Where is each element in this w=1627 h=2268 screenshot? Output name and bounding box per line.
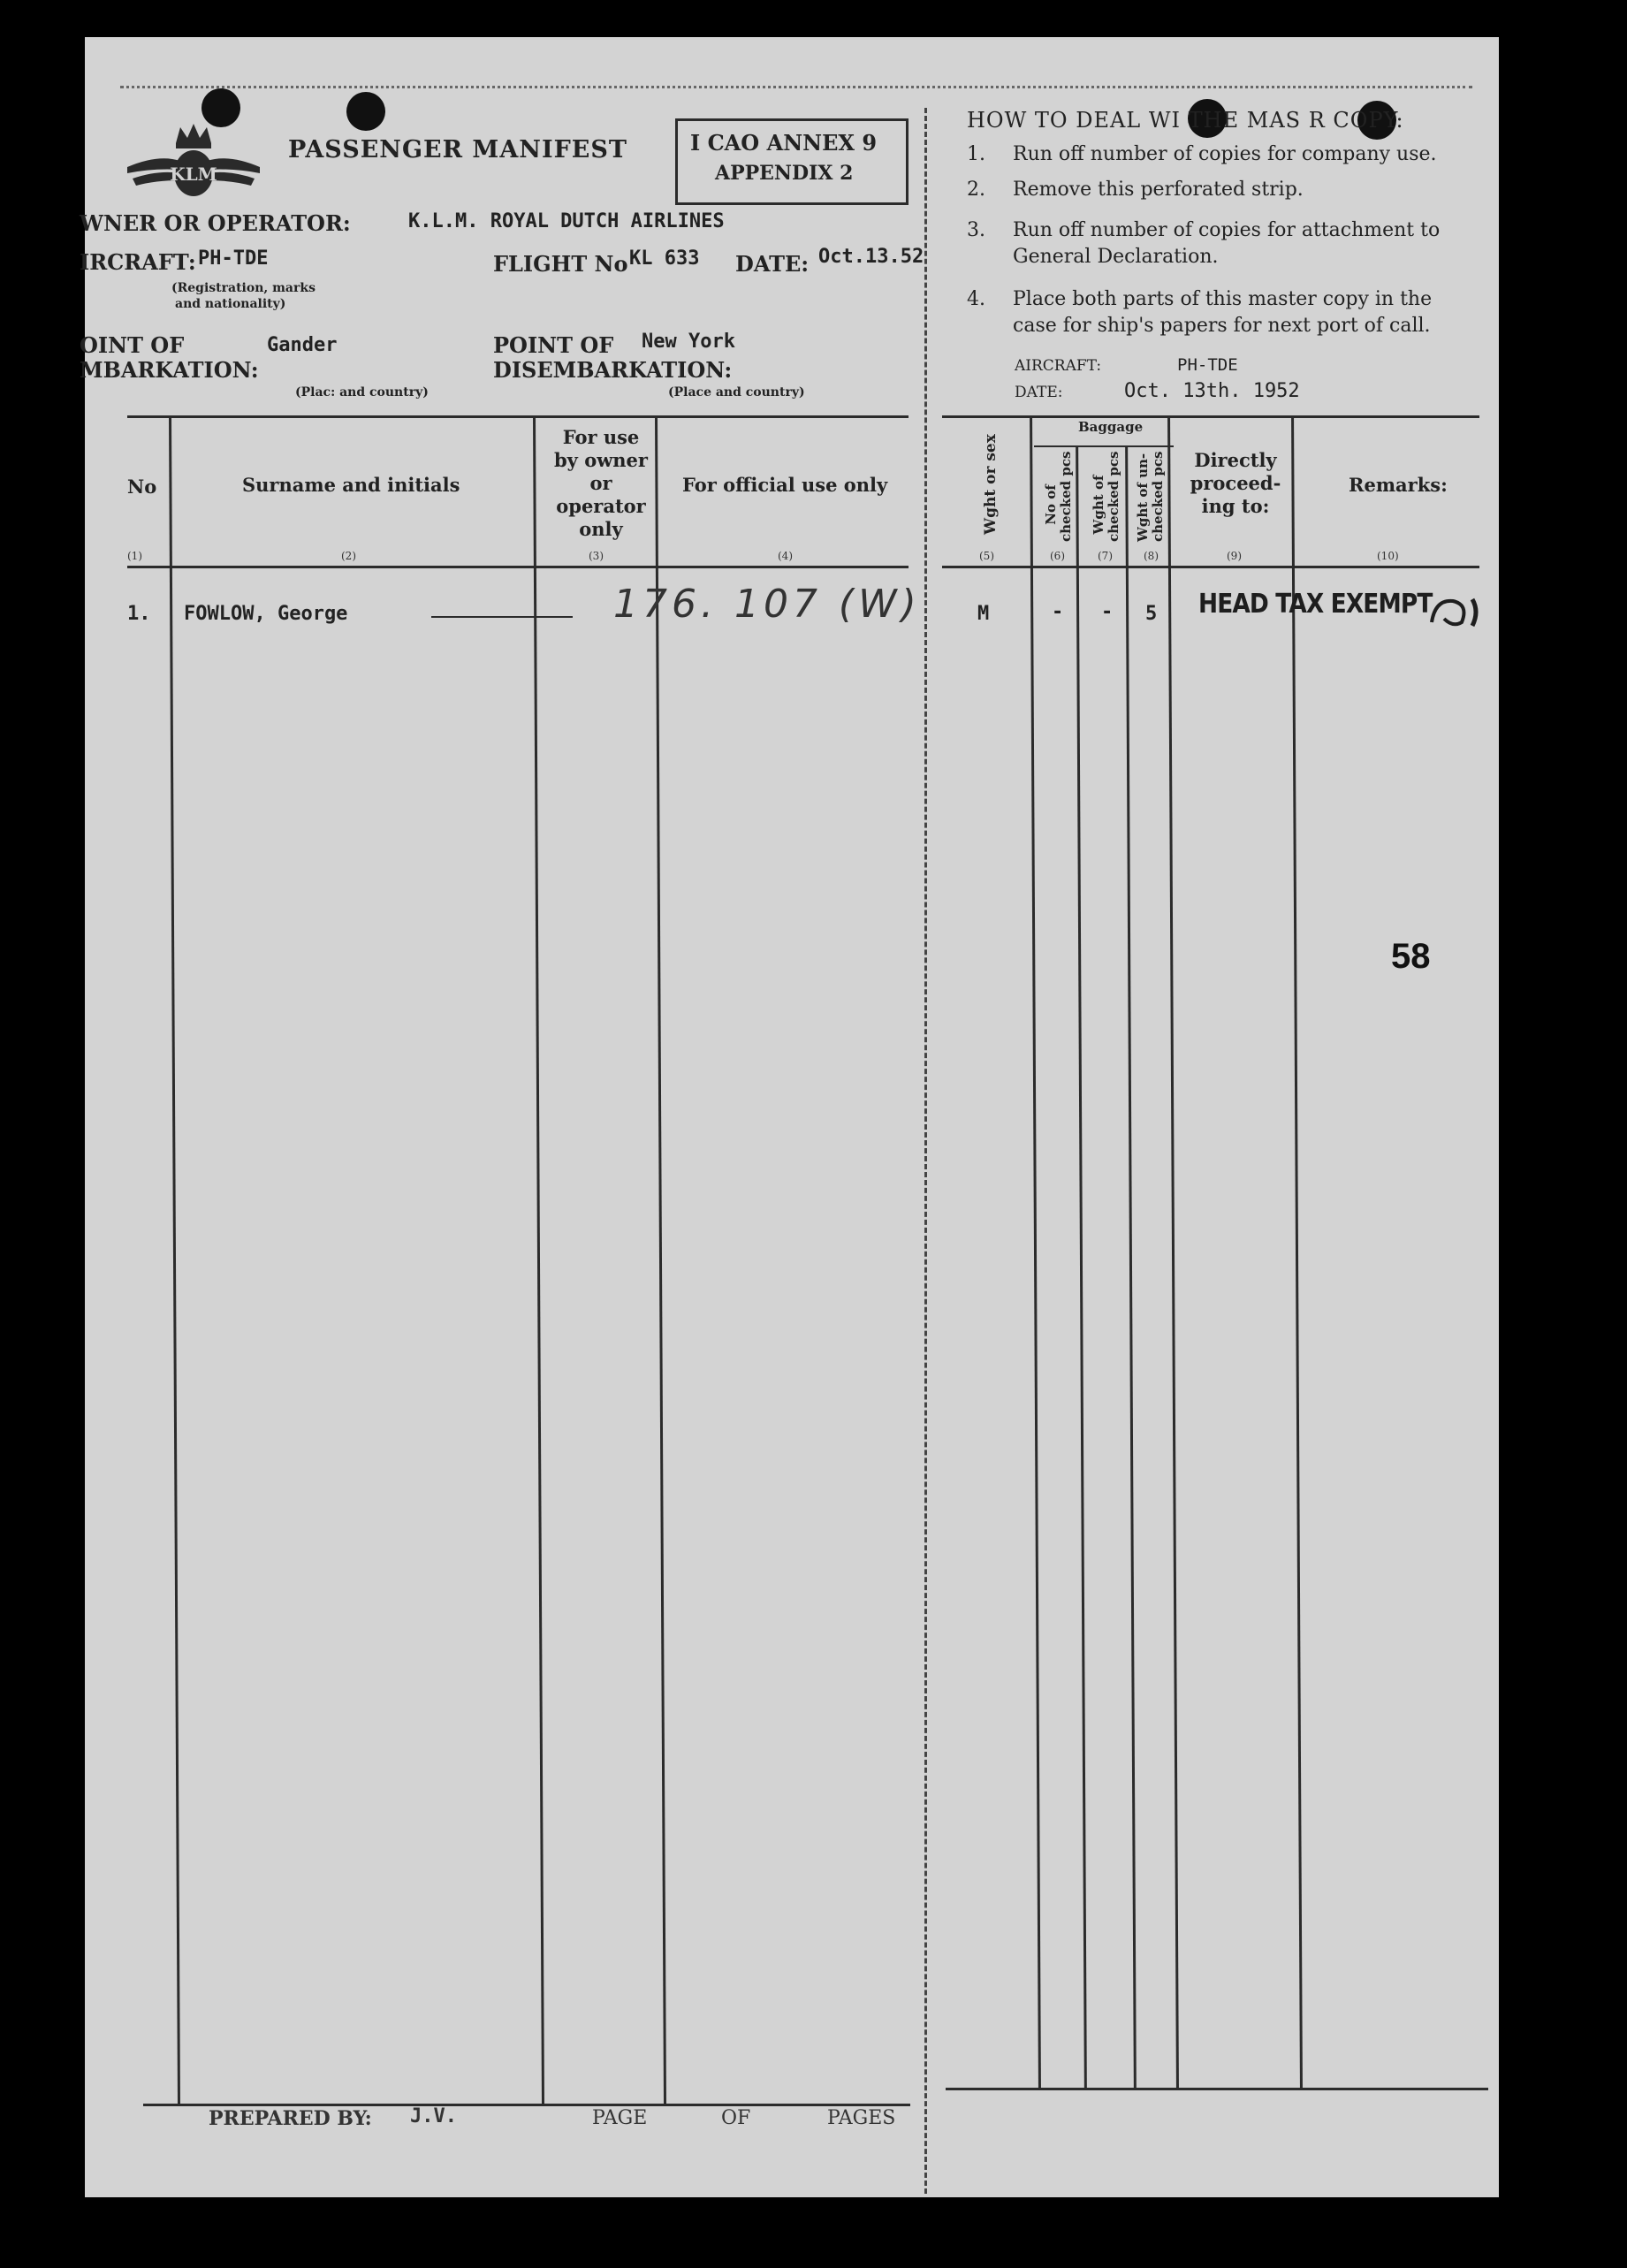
column-header-no: No	[127, 476, 157, 498]
footer-page-label: PAGE	[592, 2107, 648, 2129]
footer-pages-label: PAGES	[827, 2107, 896, 2129]
icao-annex-line: I CAO ANNEX 9	[690, 130, 878, 156]
unchecked-weight: 5	[1145, 603, 1158, 625]
column-number: (5)	[979, 550, 994, 562]
owner-label: WNER OR OPERATOR:	[80, 210, 351, 236]
prepared-by-label: PREPARED BY:	[209, 2107, 372, 2130]
instruction-number: 1.	[967, 143, 985, 165]
column-divider	[169, 415, 180, 2105]
instructions-aircraft-value: PH-TDE	[1177, 355, 1238, 375]
disembarkation-label: DISEMBARKATION:	[493, 357, 733, 383]
table-header-rule	[127, 566, 909, 568]
column-divider	[533, 415, 544, 2105]
date-label: DATE:	[735, 251, 810, 277]
column-number: (4)	[778, 550, 793, 562]
head-tax-stamp: HEAD TAX EXEMPT	[1198, 589, 1433, 620]
table-header-rule	[942, 566, 1479, 568]
column-divider	[1167, 415, 1179, 2089]
column-divider	[1125, 445, 1137, 2089]
punch-hole	[346, 92, 385, 131]
instructions-aircraft-label: AIRCRAFT:	[1015, 357, 1102, 375]
dash-line	[431, 616, 573, 618]
disembarkation-label: POINT OF	[493, 332, 614, 358]
passenger-sex: M	[977, 603, 990, 625]
column-header-official: For official use only	[682, 474, 888, 496]
footer-of-label: OF	[721, 2107, 751, 2129]
instruction-number: 4.	[967, 288, 985, 310]
column-divider	[1291, 415, 1303, 2089]
column-number: (8)	[1144, 550, 1159, 562]
aircraft-label: IRCRAFT:	[80, 249, 196, 275]
instruction-text: Run off number of copies for company use.	[1013, 143, 1437, 165]
aircraft-note: (Registration, marks	[171, 281, 316, 295]
aircraft-value: PH-TDE	[198, 247, 269, 270]
column-number: (2)	[341, 550, 356, 562]
embarkation-label: MBARKATION:	[80, 357, 259, 383]
disembarkation-note: (Place and country)	[668, 385, 805, 400]
stamp-scribble-icon	[1426, 592, 1483, 631]
column-header-sex: Wght or sex	[982, 434, 1000, 535]
manifest-sheet	[80, 37, 1499, 2197]
baggage-rule	[1034, 445, 1174, 447]
checked-pieces: -	[1052, 601, 1064, 623]
column-header-remarks: Remarks:	[1349, 474, 1448, 496]
instruction-text: Run off number of copies for attachment to	[1013, 219, 1441, 241]
column-number: (9)	[1227, 550, 1242, 562]
instruction-number: 2.	[967, 179, 985, 201]
instructions-title: HOW TO DEAL WI THE MAS R COPY:	[967, 108, 1404, 133]
column-header-owner-use: For use by owner or operator only	[554, 426, 648, 540]
column-number: (10)	[1377, 550, 1399, 562]
embarkation-label: OINT OF	[80, 332, 185, 358]
instruction-number: 3.	[967, 219, 985, 241]
date-value: Oct.13.52	[818, 246, 924, 268]
icao-annex-box	[675, 118, 909, 205]
column-number: (3)	[589, 550, 604, 562]
page-title: PASSENGER MANIFEST	[288, 136, 627, 164]
column-divider	[1076, 445, 1087, 2089]
owner-value: K.L.M. ROYAL DUTCH AIRLINES	[408, 210, 725, 232]
instruction-text: Place both parts of this master copy in the	[1013, 288, 1433, 310]
column-number: (7)	[1098, 550, 1113, 562]
instructions-date-value: Oct. 13th. 1952	[1124, 380, 1300, 402]
prepared-by-value: J.V.	[410, 2105, 457, 2127]
instruction-text: General Declaration.	[1013, 246, 1219, 268]
column-header-wght-checked: Wght of checked pcs	[1091, 451, 1121, 542]
column-header-baggage: Baggage	[1078, 419, 1144, 435]
aircraft-note: and nationality)	[175, 297, 286, 311]
instruction-text: Remove this perforated strip.	[1013, 179, 1304, 201]
column-divider	[655, 415, 666, 2105]
column-number: (6)	[1050, 550, 1065, 562]
flight-label: FLIGHT No	[493, 251, 628, 277]
column-number: (1)	[127, 550, 142, 562]
official-handwritten-number: 176. 107 (W)	[613, 582, 921, 627]
table-bottom-rule	[946, 2088, 1488, 2090]
icao-appendix-line: APPENDIX 2	[715, 162, 854, 185]
checked-weight: -	[1101, 601, 1114, 623]
table-top-rule	[942, 415, 1479, 418]
perforated-strip	[924, 108, 927, 2194]
instructions-date-label: DATE:	[1015, 384, 1063, 401]
column-header-surname: Surname and initials	[242, 474, 460, 496]
table-top-rule	[127, 415, 909, 418]
passenger-name: FOWLOW, George	[184, 603, 348, 625]
page-number: 58	[1391, 937, 1431, 976]
embarkation-value: Gander	[267, 334, 338, 356]
column-header-wght-unchecked: Wght of un- checked pcs	[1135, 451, 1166, 542]
row-number: 1.	[127, 603, 151, 625]
flight-value: KL 633	[629, 247, 700, 270]
klm-crown-logo-icon	[127, 118, 260, 216]
embarkation-note: (Plac: and country)	[295, 385, 429, 400]
svg-text:KLM: KLM	[170, 164, 217, 185]
instruction-text: case for ship's papers for next port of call.	[1013, 315, 1431, 337]
column-divider	[1030, 415, 1041, 2089]
disembarkation-value: New York	[642, 331, 735, 353]
table-bottom-rule	[143, 2104, 910, 2106]
column-header-checked-pcs: No of checked pcs	[1043, 451, 1074, 542]
perforation-top	[120, 86, 1472, 88]
column-header-proceeding: Directly proceed- ing to:	[1190, 449, 1281, 517]
